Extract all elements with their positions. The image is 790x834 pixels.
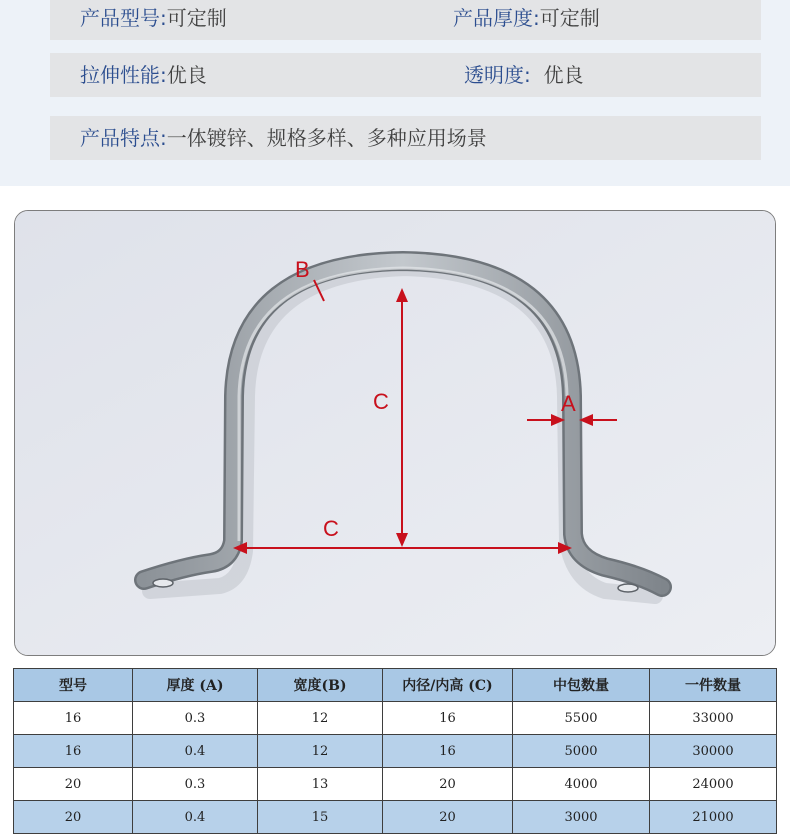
table-cell: 20 [383, 801, 513, 834]
table-cell: 4000 [513, 768, 650, 801]
table-cell: 16 [14, 735, 133, 768]
spec-item-thickness [453, 0, 600, 40]
spec-label-features: 产品特点: [80, 126, 167, 150]
table-cell: 3000 [513, 801, 650, 834]
table-cell: 5000 [513, 735, 650, 768]
label-a: A [561, 391, 576, 416]
table-cell: 33000 [650, 702, 777, 735]
right-mounting-hole [618, 584, 638, 592]
table-cell: 16 [383, 735, 513, 768]
product-photo [14, 210, 776, 656]
label-b: B [295, 257, 310, 282]
table-cell: 12 [258, 735, 383, 768]
spec-value-features: 一体镀锌、规格多样、多种应用场景 [166, 126, 487, 150]
header-case-quantity: 一件数量 [650, 669, 777, 702]
header-inner-diameter: 内径/内高 (C) [383, 669, 513, 702]
table-row [14, 735, 777, 768]
header-pack-quantity: 中包数量 [513, 669, 650, 702]
spec-value-tensile: 优良 [166, 63, 207, 87]
spec-panel [0, 0, 790, 186]
spec-item-features [80, 116, 487, 160]
table-cell: 16 [383, 702, 513, 735]
label-c-horizontal: C [323, 516, 339, 541]
spec-row-model-thickness [50, 0, 761, 40]
table-cell: 24000 [650, 768, 777, 801]
spec-item-transparency [464, 53, 583, 97]
spec-value-thickness: 可定制 [539, 6, 600, 30]
specification-table [13, 668, 777, 834]
table-cell: 0.4 [133, 735, 258, 768]
left-mounting-hole [153, 579, 173, 587]
table-cell: 13 [258, 768, 383, 801]
spec-label-thickness: 产品厚度: [453, 6, 540, 30]
header-model: 型号 [14, 669, 133, 702]
header-width: 宽度(B) [258, 669, 383, 702]
table-cell: 30000 [650, 735, 777, 768]
table-cell: 5500 [513, 702, 650, 735]
table-cell: 20 [14, 801, 133, 834]
table-cell: 15 [258, 801, 383, 834]
table-cell: 12 [258, 702, 383, 735]
spec-label-transparency: 透明度: [464, 63, 531, 87]
spec-value-transparency: 优良 [543, 63, 584, 87]
spec-value-model: 可定制 [166, 6, 227, 30]
table-cell: 0.4 [133, 801, 258, 834]
spec-item-tensile [80, 53, 207, 97]
table-cell: 20 [383, 768, 513, 801]
label-c-vertical: C [373, 389, 389, 414]
spec-label-tensile: 拉伸性能: [80, 63, 167, 87]
pipe-clamp-diagram [15, 211, 775, 655]
table-cell: 0.3 [133, 702, 258, 735]
spec-row-tensile-transparency [50, 53, 761, 97]
table-cell: 20 [14, 768, 133, 801]
table-cell: 16 [14, 702, 133, 735]
spec-label-model: 产品型号: [80, 6, 167, 30]
table-row [14, 801, 777, 834]
spec-item-model [80, 0, 227, 40]
table-row [14, 702, 777, 735]
table-cell: 0.3 [133, 768, 258, 801]
table-header-row [14, 669, 777, 702]
table-cell: 21000 [650, 801, 777, 834]
header-thickness: 厚度 (A) [133, 669, 258, 702]
spec-row-features [50, 116, 761, 160]
table-row [14, 768, 777, 801]
